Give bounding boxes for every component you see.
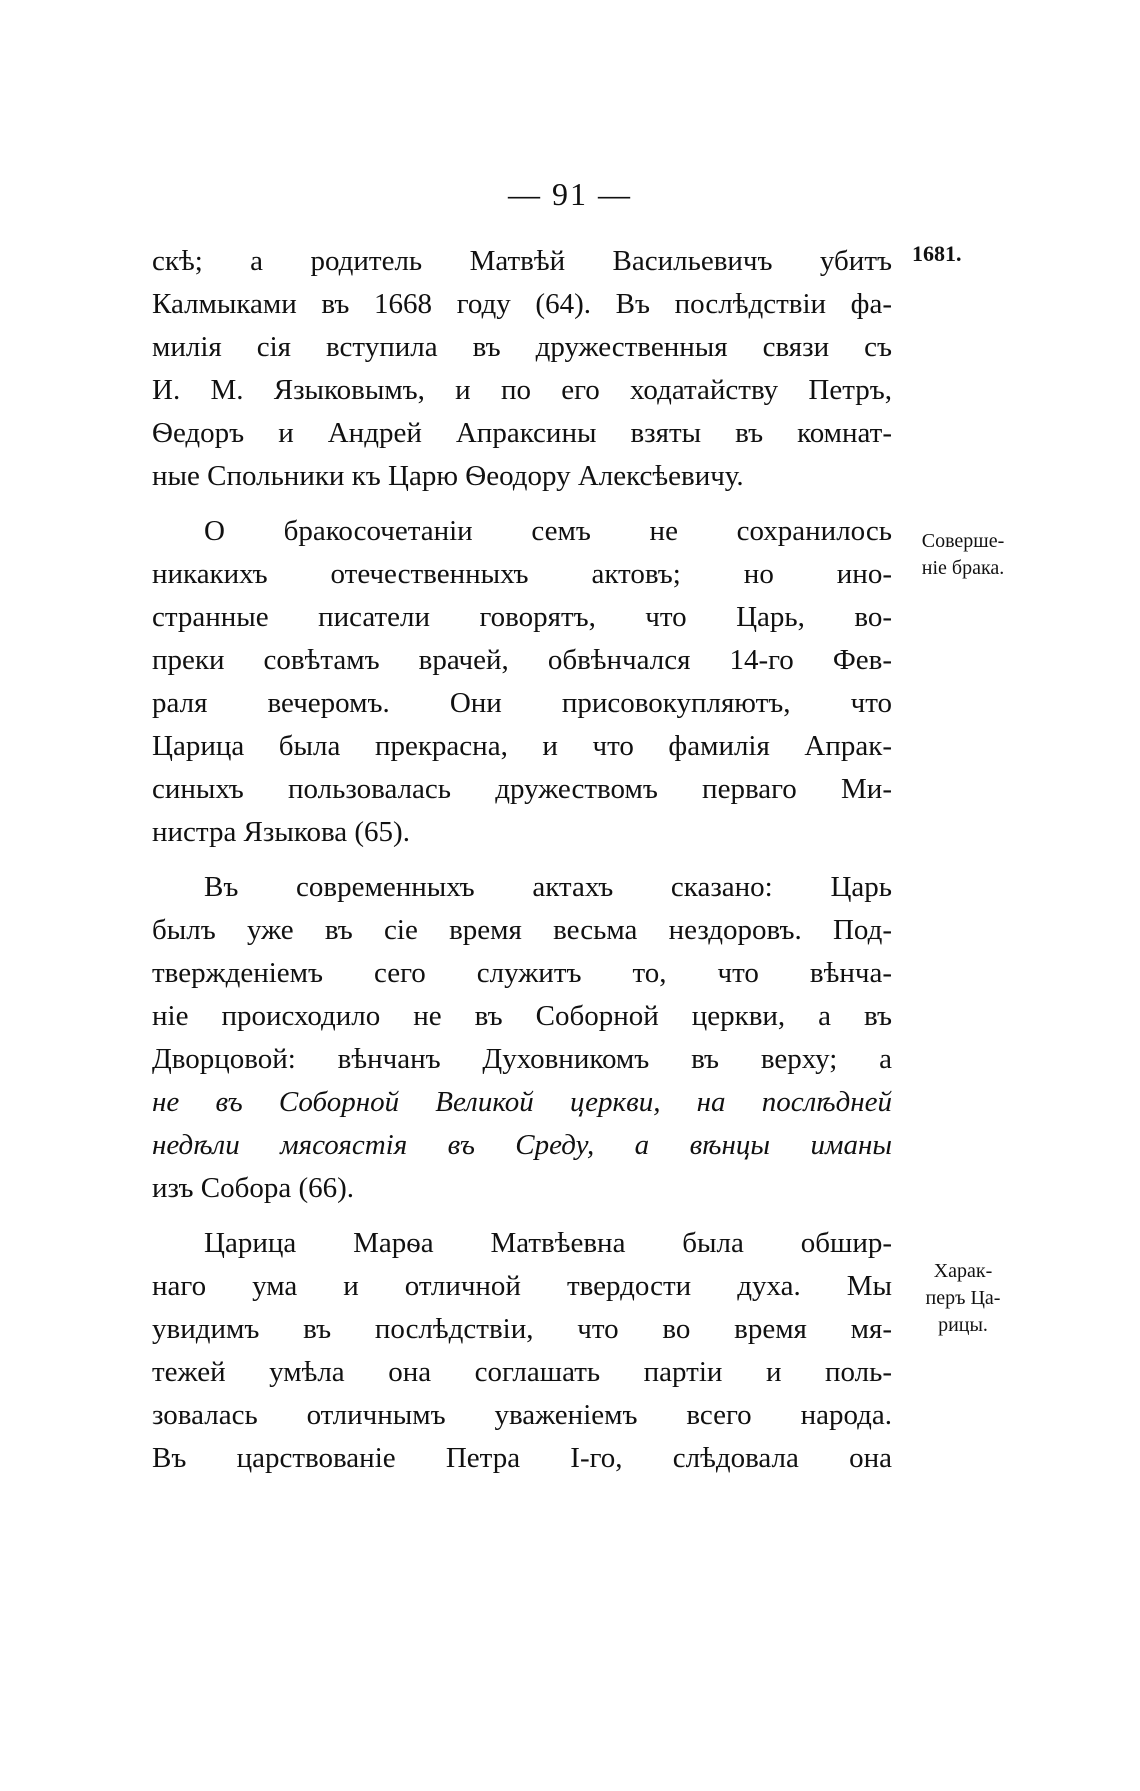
text-line: недѣли мясоястія въ Среду, а вѣнцы иманы — [152, 1129, 892, 1161]
text-line: нистра Языкова (65). — [152, 816, 410, 848]
text-line: преки совѣтамъ врачей, обвѣнчался 14-го Фев- — [152, 644, 892, 676]
text-line: раля вечеромъ. Они присовокупляютъ, что — [152, 687, 892, 719]
text-line: Ѳедоръ и Андрей Апраксины взяты въ комнат- — [152, 417, 892, 449]
text-line: скѣ; а родитель Матвѣй Васильевичъ убитъ — [152, 245, 892, 277]
margin-note-line: Харак- — [933, 1260, 993, 1282]
paragraph-2 — [152, 510, 892, 854]
margin-year: 1681. — [912, 241, 962, 266]
text-line: твержденіемъ сего служитъ то, что вѣнча- — [152, 957, 892, 989]
text-line: Въ современныхъ актахъ сказано: Царь — [204, 871, 892, 903]
paragraph-4 — [152, 1222, 892, 1480]
text-line: Царица Марѳа Матвѣевна была обшир- — [204, 1227, 892, 1259]
text-line: тежей умѣла она соглашать партіи и поль- — [152, 1356, 892, 1388]
text-line: увидимъ въ послѣдствіи, что во время мя- — [152, 1313, 892, 1345]
body-text — [152, 240, 892, 1480]
text-line: не въ Соборной Великой церкви, на послѣдней — [152, 1086, 892, 1118]
text-line: зовалась отличнымъ уваженіемъ всего народа. — [152, 1399, 892, 1431]
text-line: синыхъ пользовалась дружествомъ перваго Ми- — [152, 773, 892, 805]
text-line: ные Спольники къ Царю Ѳеодору Алексѣевичу. — [152, 460, 744, 492]
margin-note-wedding — [908, 528, 1018, 582]
text-line: Калмыками въ 1668 году (64). Въ послѣдствіи фа- — [152, 288, 892, 320]
text-line: Въ царствованіе Петра І-го, слѣдовала она — [152, 1442, 892, 1474]
paragraph-1 — [152, 240, 892, 498]
text-line: ніе происходило не въ Соборной церкви, а въ — [152, 1000, 892, 1032]
margin-note-line: перъ Ца- — [925, 1287, 1001, 1309]
paragraph-3 — [152, 866, 892, 1210]
text-line: Дворцовой: вѣнчанъ Духовникомъ въ верху; а — [152, 1043, 892, 1075]
text-line: былъ уже въ сіе время весьма нездоровъ. Под- — [152, 914, 892, 946]
margin-note-character — [908, 1258, 1018, 1339]
text-line: наго ума и отличной твердости духа. Мы — [152, 1270, 892, 1302]
text-line: странные писатели говорятъ, что Царь, во- — [152, 601, 892, 633]
text-line: Царица была прекрасна, и что фамилія Апрак- — [152, 730, 892, 762]
text-line: милія сія вступила въ дружественныя связи съ — [152, 331, 892, 363]
text-line: изъ Собора (66). — [152, 1172, 355, 1204]
margin-note-line: Соверше- — [921, 530, 1005, 552]
text-line: О бракосочетаніи семъ не сохранилось — [204, 515, 892, 547]
text-line: никакихъ отечественныхъ актовъ; но ино- — [152, 558, 892, 590]
margin-note-line: рицы. — [938, 1314, 988, 1336]
page-number: — 91 — — [508, 176, 632, 212]
text-line: И. М. Языковымъ, и по его ходатайству Петръ, — [152, 374, 892, 406]
margin-note-line: ніе брака. — [921, 557, 1005, 579]
